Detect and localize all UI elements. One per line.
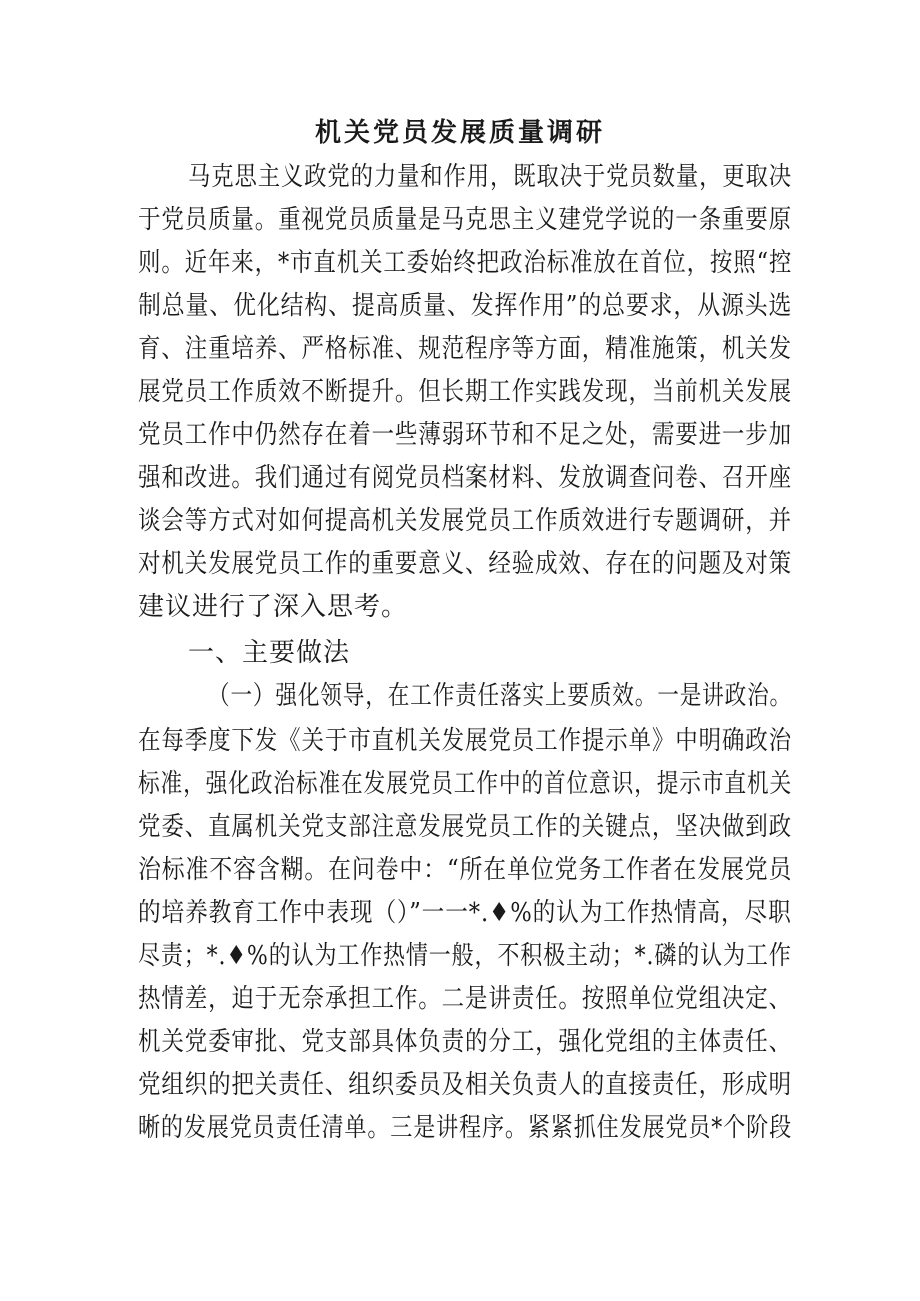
paragraph-line: 党组织的把关责任、组织委员及相关负责人的直接责任，形成明 [138, 1070, 793, 1100]
paragraph-line: 机关党委审批、党支部具体负责的分工，强化党组的主体责任、 [138, 1027, 793, 1057]
paragraph-line: 制总量、优化结构、提高质量、发挥作用”的总要求，从源头选 [138, 291, 793, 321]
paragraph-line: 在每季度下发《关于市直机关发展党员工作提示单》中明确政治 [138, 726, 793, 756]
paragraph-line: 马克思主义政党的力量和作用，既取决于党员数量，更取决 [188, 162, 793, 192]
paragraph-line: 尽责；*.♦%的认为工作热情一般，不积极主动；*.磷的认为工作 [138, 941, 792, 971]
subsection-heading: （一）强化领导，在工作责任落实上要质效。一是讲政治。 [208, 681, 793, 711]
paragraph-line: 热情差，迫于无奈承担工作。二是讲责任。按照单位党组决定、 [138, 984, 793, 1014]
paragraph-line: 治标准不容含糊。在问卷中：“所在单位党务工作者在发展党员 [138, 855, 793, 885]
paragraph-line: 于党员质量。重视党员质量是马克思主义建党学说的一条重要原 [138, 205, 793, 235]
paragraph-line: 党委、直属机关党支部注意发展党员工作的关键点，坚决做到政 [138, 812, 793, 842]
paragraph-line: 的培养教育工作中表现（）”一一*.♦%的认为工作热情高，尽职 [138, 898, 792, 928]
section-heading: 一、主要做法 [188, 638, 351, 668]
paragraph-line: 建议进行了深入思考。 [138, 592, 409, 622]
document-title: 机关党员发展质量调研 [314, 118, 605, 148]
paragraph-line: 党员工作中仍然存在着一些薄弱环节和不足之处，需要进一步加 [138, 420, 793, 450]
paragraph-line: 标准，强化政治标准在发展党员工作中的首位意识，提示市直机关 [138, 769, 793, 799]
paragraph-line: 晰的发展党员责任清单。三是讲程序。紧紧抓住发展党员*个阶段 [138, 1113, 793, 1143]
paragraph-line: 对机关发展党员工作的重要意义、经验成效、存在的问题及对策 [138, 549, 793, 579]
paragraph-line: 育、注重培养、严格标准、规范程序等方面，精准施策，机关发 [138, 334, 793, 364]
paragraph-line: 展党员工作质效不断提升。但长期工作实践发现，当前机关发展 [138, 377, 793, 407]
paragraph-line: 则。近年来，*市直机关工委始终把政治标准放在首位，按照“控 [138, 248, 793, 278]
paragraph-line: 谈会等方式对如何提高机关发展党员工作质效进行专题调研，并 [138, 506, 793, 536]
paragraph-line: 强和改进。我们通过有阅党员档案材料、发放调查问卷、召开座 [138, 463, 793, 493]
